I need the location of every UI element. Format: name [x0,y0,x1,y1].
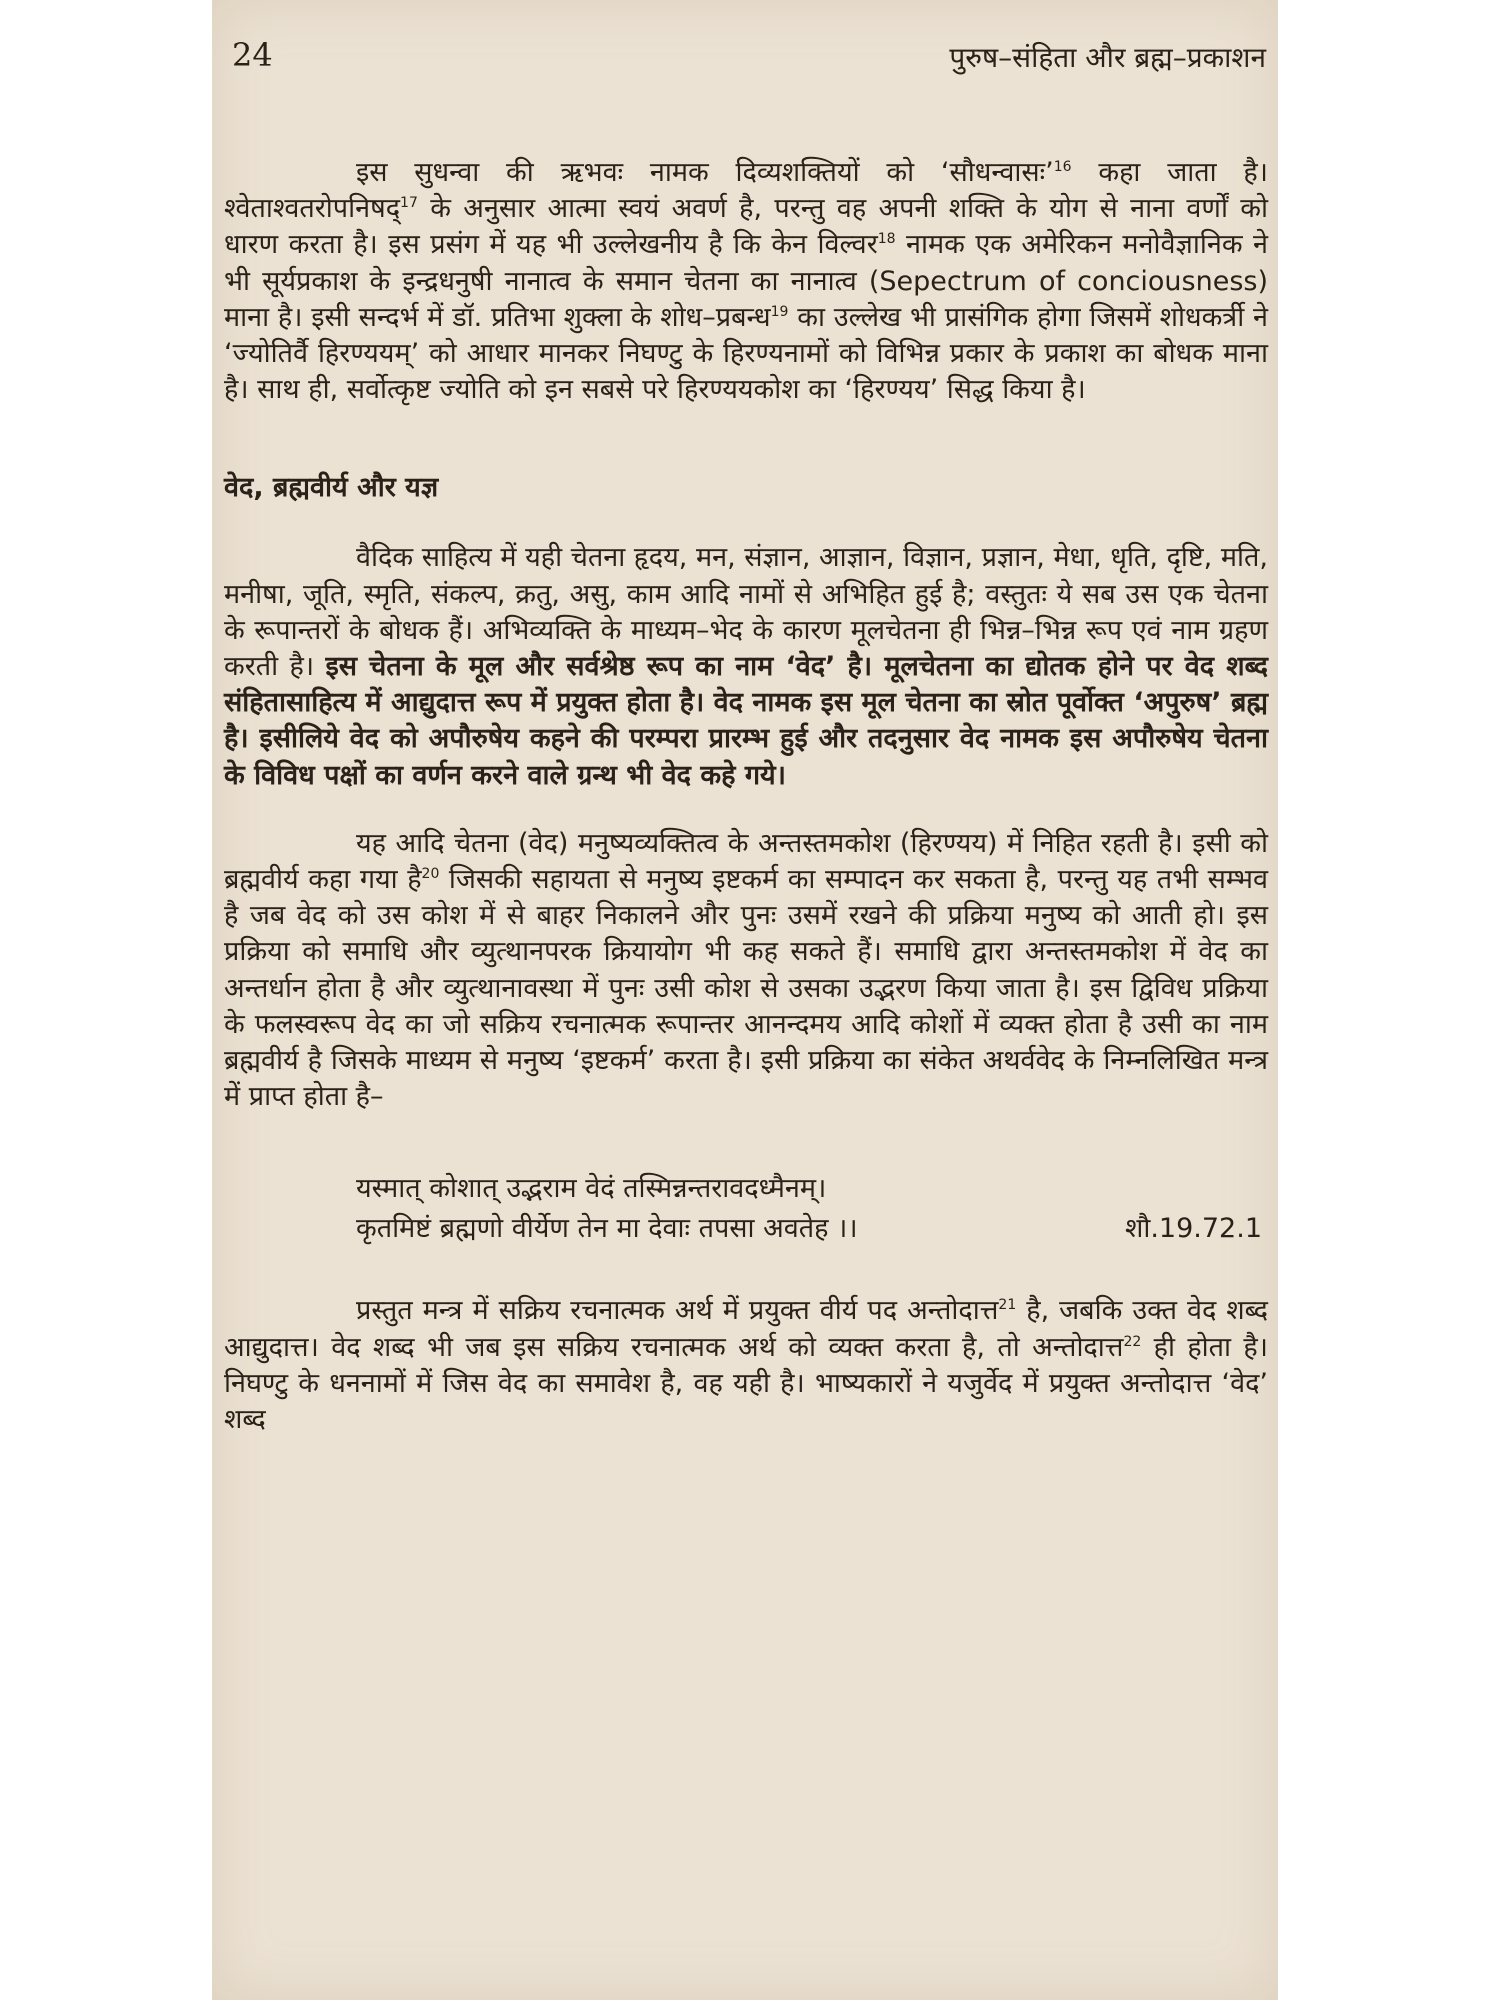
book-page [212,0,1278,2000]
footnote-ref-21: 21 [998,1297,1017,1314]
paragraph-2 [224,540,1268,793]
para1-text-5: का उल्लेख भी प्रासंगिक होगा जिसमें शोधकर्त्री ने ‘ज्योतिर्वै हिरण्ययम्’ को आधार मानकर निघण्टु के हिरण्यनामों को विभिन्न प्रकार के प्रकाश का बोधक माना है। साथ ही, सर्वोत्कृष्ट ज्योति को इन सबसे परे हिरण्ययकोश का ‘हिरण्यय’ सिद्ध किया है। [224,301,1268,406]
para3-text-2: जिसकी सहायता से मनुष्य इष्टकर्म का सम्पादन कर सकता है, परन्तु यह तभी सम्भव है जब वेद को उस कोश में से बाहर निकालने और पुनः उसमें रखने की प्रक्रिया मनुष्य को आती हो। इस प्रक्रिया को समाधि और व्युत्थानपरक क्रियायोग भी कह सकते हैं। समाधि द्वारा अन्तस्तमकोश में वेद का अन्तर्धान होता है और व्युत्थानावस्था में पुनः उसी कोश से उसका उद्भरण किया जाता है। इस द्विविध प्रक्रिया के फलस्वरूप वेद का जो सक्रिय रचनात्मक रूपान्तर आनन्दमय आदि कोशों में व्यक्त होता है उसी का नाम ब्रह्मवीर्य है जिसके माध्यम से मनुष्य ‘इष्टकर्म’ करता है। इसी प्रक्रिया का संकेत अथर्ववेद के निम्नलिखित मन्त्र में प्राप्त होता है– [224,864,1268,1113]
para1-text-4: नामक एक अमेरिकन मनोवैज्ञानिक ने भी सूर्यप्रकाश के इन्द्रधनुषी नानात्व के समान चेतना का नानात्व (Sepectrum of conciousness) माना है। इसी सन्दर्भ में डॉ. प्रतिभा शुक्ला के शोध–प्रबन्ध [224,229,1268,333]
footnote-ref-19: 19 [770,303,789,320]
footnote-ref-16: 16 [1053,159,1072,175]
page-body [224,155,1268,1468]
para4-text-3: ही होता है। निघण्टु के धननामों में जिस वेद का समावेश है, वह यही है। भाष्यकारों ने यजुर्वेद में प्रयुक्त अन्तोदात्त ‘वेद’ शब्द [224,1331,1268,1436]
footnote-ref-22: 22 [1123,1333,1142,1350]
para1-text-1: इस सुधन्वा की ऋभवः नामक दिव्यशक्तियों को ‘सौधन्वासः’ [356,157,1054,188]
page-header [224,36,1266,86]
paragraph-1 [224,155,1268,408]
verse-line-2-row [356,1209,1262,1249]
footnote-ref-18: 18 [877,231,896,248]
verse-line-1: यस्मात् कोशात् उद्भराम वेदं तस्मिन्नन्तरावदध्मैनम्। [356,1173,827,1205]
para1-text-2: कहा जाता है। श्वेताश्वतरोपनिषद् [224,157,1268,225]
para3-text-1: यह आदि चेतना (वेद) मनुष्यव्यक्तित्व के अन्तस्तमकोश (हिरण्यय) में निहित रहती है। इसी को ब्रह्मवीर्य कहा गया है [224,827,1268,896]
para4-text-1: प्रस्तुत मन्त्र में सक्रिय रचनात्मक अर्थ में प्रयुक्त वीर्य पद अन्तोदात्त [356,1295,999,1327]
footnote-ref-20: 20 [421,866,440,883]
paragraph-4 [224,1293,1268,1438]
section-heading: वेद, ब्रह्मवीर्य और यज्ञ [224,472,439,504]
para4-text-2: है, जबकि उक्त वेद शब्द आद्युदात्त। वेद शब्द भी जब इस सक्रिय रचनात्मक अर्थ को व्यक्त करता है, तो अन्तोदात्त [224,1295,1268,1363]
verse-reference: शौ.19.72.1 [1125,1213,1262,1245]
paragraph-3 [224,826,1268,1116]
page-number: 24 [232,36,273,74]
para2-bold-text: इस चेतना के मूल और सर्वश्रेष्ठ रूप का नाम ‘वेद’ है। मूलचेतना का द्योतक होने पर वेद शब्द संहितासाहित्य में आद्युदात्त रूप में प्रयुक्त होता है। वेद नामक इस मूल चेतना का स्रोत पूर्वोक्त ‘अपुरुष’ ब्रह्म है। इसीलिये वेद को अपौरुषेय कहने की परम्परा प्रारम्भ हुई और तदनुसार वेद नामक इस अपौरुषेय चेतना के विविध पक्षों का वर्णन करने वाले ग्रन्थ भी वेद कहे गये। [224,651,1268,791]
mantra-verse [224,1169,1268,1249]
para1-text-3: के अनुसार आत्मा स्वयं अवर्ण है, परन्तु वह अपनी शक्ति के योग से नाना वर्णों को धारण करता है। इस प्रसंग में यह भी उल्लेखनीय है कि केन विल्वर [224,193,1268,261]
para2-text: वैदिक साहित्य में यही चेतना हृदय, मन, संज्ञान, आज्ञान, विज्ञान, प्रज्ञान, मेधा, धृति, दृष्टि, मति, मनीषा, जूति, स्मृति, संकल्प, क्रतु, असु, काम आदि नामों से अभिहित हुई है; वस्तुतः ये सब उस एक चेतना के रूपान्तरों के बोधक हैं। अभिव्यक्ति के माध्यम–भेद के कारण मूलचेतना ही भिन्न–भिन्न रूप एवं नाम ग्रहण करती है। [224,542,1268,683]
verse-line-2: कृतमिष्टं ब्रह्मणो वीर्येण तेन मा देवाः तपसा अवतेह ।। [356,1213,858,1245]
footnote-ref-17: 17 [400,195,418,212]
running-head: पुरुष–संहिता और ब्रह्म–प्रकाशन [949,41,1266,74]
